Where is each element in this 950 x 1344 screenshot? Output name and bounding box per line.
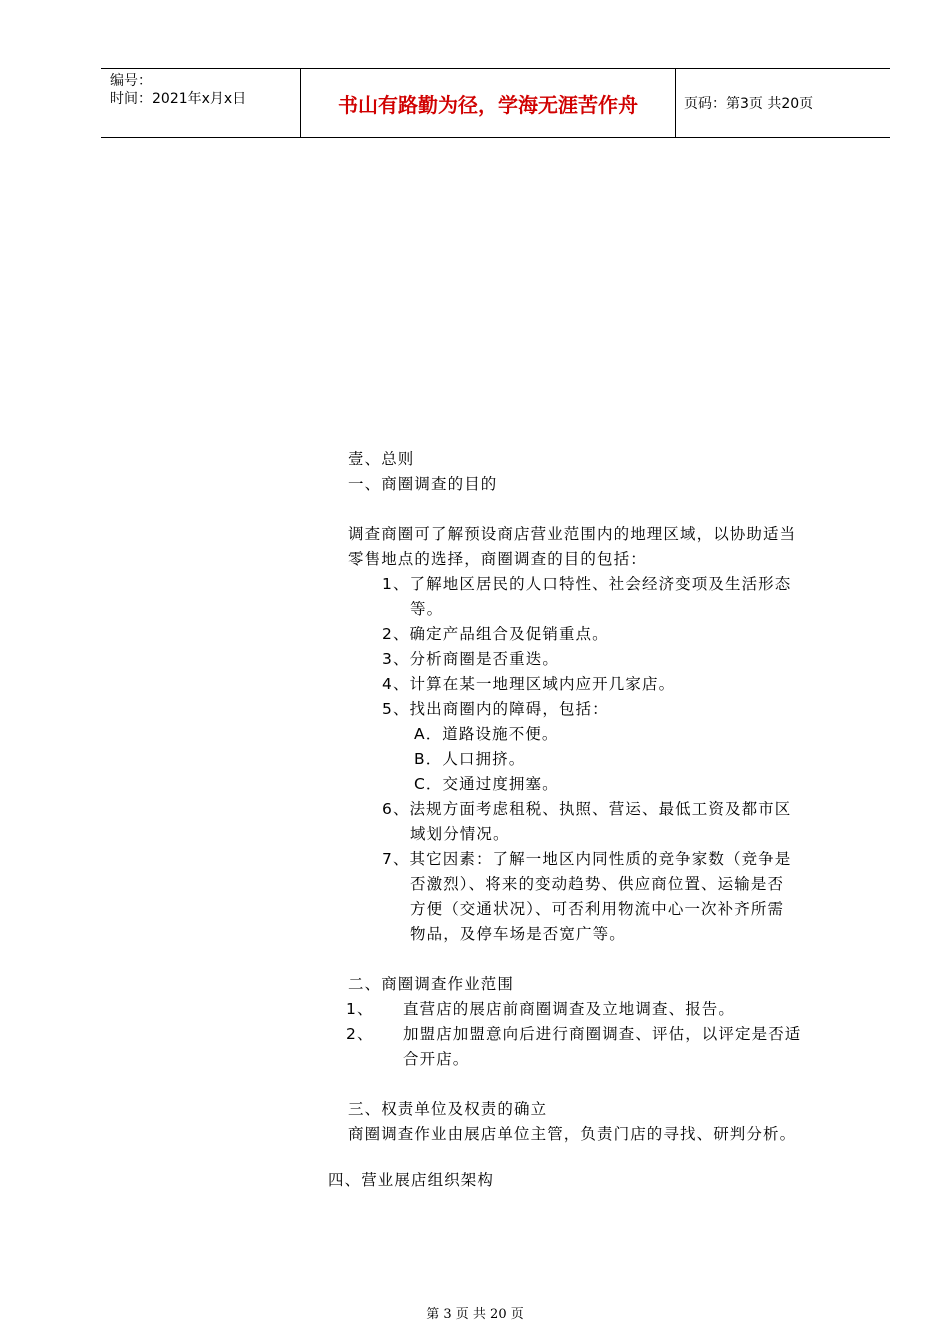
heading-3-text: 商圈调查作业由展店单位主管，负责门店的寻找、研判分析。: [348, 1125, 797, 1143]
scope-2-text-line-1: 加盟店加盟意向后进行商圈调查、评估，以评定是否适: [403, 1025, 802, 1043]
list-item-2: 2、确定产品组合及促销重点。: [382, 625, 609, 643]
list-item-5-a: A．道路设施不便。: [414, 725, 559, 743]
scope-1-number: 1、: [346, 1000, 374, 1018]
list-item-3: 3、分析商圈是否重迭。: [382, 650, 559, 668]
heading-3: 三、权责单位及权责的确立: [348, 1100, 548, 1118]
heading-2: 二、商圈调查作业范围: [348, 975, 515, 993]
heading-4: 四、营业展店组织架构: [328, 1171, 495, 1189]
motto-text: 书山有路勤为径，学海无涯苦作舟: [338, 92, 638, 117]
list-item-5-b: B．人口拥挤。: [414, 750, 526, 768]
intro-line-1: 调查商圈可了解预设商店营业范围内的地理区域，以协助适当: [348, 525, 797, 543]
heading-1: 一、商圈调查的目的: [348, 475, 498, 493]
intro-line-2: 零售地点的选择，商圈调查的目的包括：: [348, 550, 647, 568]
list-item-5-c: C．交通过度拥塞。: [414, 775, 559, 793]
scope-2-number: 2、: [346, 1025, 374, 1043]
list-item-7-line-4: 物品，及停车场是否宽广等。: [410, 925, 626, 943]
number-label: 编号：: [110, 73, 152, 89]
list-item-1-line-1: 1、了解地区居民的人口特性、社会经济变项及生活形态: [382, 575, 792, 593]
scope-1-text: 直营店的展店前商圈调查及立地调查、报告。: [403, 1000, 736, 1018]
list-item-1-line-2: 等。: [410, 600, 444, 618]
list-item-7-line-3: 方便（交通状况）、可否利用物流中心一次补齐所需: [410, 900, 785, 918]
section-title: 壹、总则: [348, 450, 415, 468]
time-label: 时间：2021年x月x日: [110, 91, 247, 107]
header-meta-cell: [101, 69, 301, 137]
list-item-6-line-2: 域划分情况。: [410, 825, 510, 843]
list-item-4: 4、计算在某一地理区域内应开几家店。: [382, 675, 676, 693]
page-info: 页码：第3页 共20页: [684, 96, 814, 112]
list-item-7-line-2: 否激烈）、将来的变动趋势、供应商位置、运输是否: [410, 875, 785, 893]
list-item-6-line-1: 6、法规方面考虑租税、执照、营运、最低工资及都市区: [382, 800, 792, 818]
header-table: [101, 68, 890, 138]
page-footer: 第 3 页 共 20 页: [426, 1307, 524, 1322]
list-item-5: 5、找出商圈内的障碍，包括：: [382, 700, 609, 718]
header-page-cell: [676, 69, 890, 137]
list-item-7-line-1: 7、其它因素：了解一地区内同性质的竞争家数（竞争是: [382, 850, 792, 868]
header-motto-cell: [301, 69, 676, 137]
scope-2-text-line-2: 合开店。: [403, 1050, 470, 1068]
